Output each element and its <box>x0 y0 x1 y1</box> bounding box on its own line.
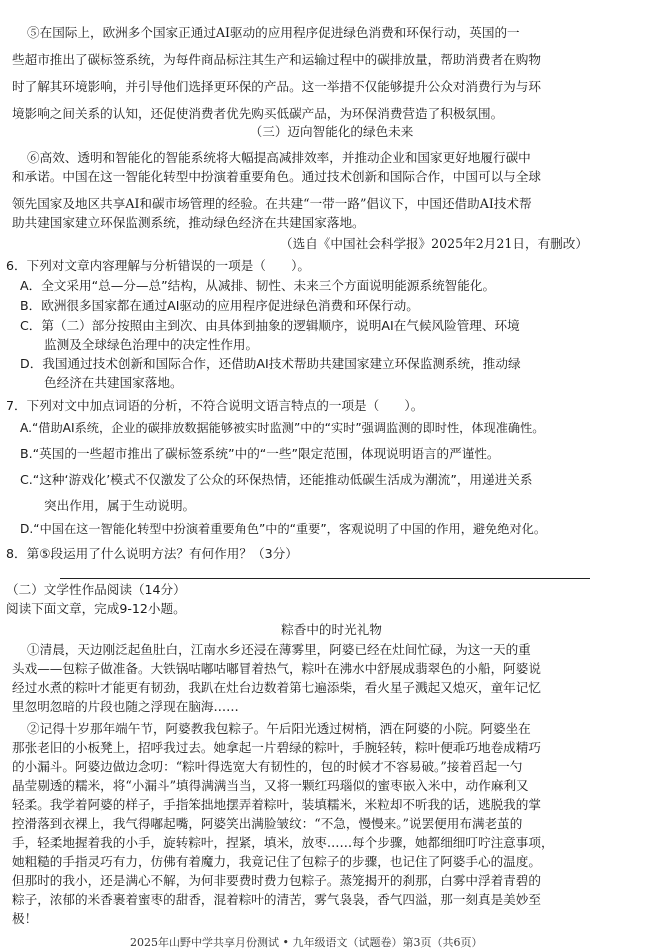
text-line: 头戏——包粽子做准备。大铁锅咕嘟咕嘟冒着热气，粽叶在沸水中舒展成翡翠色的小船，阿婆说 <box>12 661 541 676</box>
option-b: B．欧洲很多国家都在通过AI驱动的应用程序促进绿色消费和环保行动。 <box>20 298 419 313</box>
text-line: 些超市推出了碳标签系统，为每件商品标注其生产和运输过程中的碳排放量，帮助消费者在购物 <box>12 52 541 67</box>
text-line: 里忽明忽暗的片段也随之浮现在脑海…… <box>12 699 239 714</box>
text-line: 和承诺。中国在这一智能化转型中扮演着重要角色。通过技术创新和国际合作，中国可以与全球 <box>12 169 541 184</box>
option-c-cont: 突出作用，属于生动说明。 <box>44 498 196 513</box>
text-line: 经过水煮的粽叶才能更有韧劲，我趴在灶台边数着第七遍添柴，看火星子溅起又熄灭，童年记忆 <box>12 680 541 695</box>
option-d: D.“中国在这一智能化转型中扮演着重要角色”中的“重要”，客观说明了中国的作用，避免绝对化。 <box>20 522 547 536</box>
text-line: ⑤在国际上，欧洲多个国家正通过AI驱动的应用程序促进绿色消费和环保行动，英国的一 <box>27 25 520 40</box>
text-line: 但那时的我小，还是满心不解，为何非要费时费力包粽子。蒸笼揭开的刹那，白雾中浮着青碧的 <box>12 873 541 888</box>
text-line: ⑥高效、透明和智能化的智能系统将大幅提高减排效率，并推动企业和国家更好地履行碳中 <box>27 150 531 165</box>
source-citation: （选自《中国社会科学报》2025年2月21日，有删改） <box>280 236 588 251</box>
text-line: 手，轻柔地握着我的小手，旋转粽叶，捏紧，填米，放枣……每个步骤，她都细细叮咛注意事项， <box>12 835 554 850</box>
page-footer: 2025年山野中学共享月份测试 • 九年级语文（试题卷）第3页（共6页） <box>130 936 483 949</box>
text-line: 晶莹剔透的糯米，将“小漏斗”填得满满当当，又将一颗红玛瑙似的蜜枣嵌入米中，动作麻利又 <box>12 778 529 793</box>
option-d-cont: 色经济在共建国家落地。 <box>44 375 183 390</box>
text-line: ②记得十岁那年端午节，阿婆教我包粽子。午后阳光透过树梢，洒在阿婆的小院。阿婆坐在 <box>27 721 531 736</box>
text-line: 轻柔。我学着阿婆的样子，手指笨拙地摆弄着粽叶，装填糯米，米粒却不听我的话，逃脱我的掌 <box>12 797 541 812</box>
text-line: 极！ <box>12 911 38 926</box>
option-a: A．全文采用“总—分—总”结构，从减排、韧性、未来三个方面说明能源系统智能化。 <box>20 278 496 293</box>
option-c-cont: 监测及全球绿色治理中的决定性作用。 <box>44 337 259 352</box>
question-8: 8．第⑤段运用了什么说明方法？有何作用？（3分） <box>6 546 298 561</box>
option-c: C．第（二）部分按照由主到次、由具体到抽象的逻辑顺序，说明AI在气候风险管理、环境 <box>20 318 520 333</box>
text-line: 境影响之间关系的认知，还促使消费者优先购买低碳产品，为环保消费营造了积极氛围。 <box>12 106 504 121</box>
text-line: 她粗糙的手指灵巧有力，仿佛有着魔力，我竟记住了包粽子的步骤，也记住了阿婆手心的温度。 <box>12 854 541 869</box>
text-line: 粽子，浓郁的米香裹着蜜枣的甜香，混着粽叶的清苦，雾气袅袅，香气四溢，那一刻真是美妙至 <box>12 892 541 907</box>
section-2-instruction: 阅读下面文章，完成9-12小题。 <box>6 601 186 616</box>
text-line: 领先国家及地区共享AI和碳市场管理的经验。在共建“一带一路”倡议下，中国还借助AI技术帮 <box>12 196 532 211</box>
divider <box>60 578 590 579</box>
text-line: 时了解其环境影响，并引导他们选择更环保的产品。这一举措不仅能够提升公众对消费行为与环 <box>12 79 541 94</box>
text-line: 的小漏斗。阿婆边做边念叨：“粽叶得选宽大有韧性的，包的时候才不容易破。”接着舀起一勺 <box>12 759 523 774</box>
question-stem: 7．下列对文中加点词语的分析，不符合说明文语言特点的一项是（ ）。 <box>6 398 424 413</box>
article-title: 粽香中的时光礼物 <box>281 622 382 637</box>
text-line: 那张老旧的小板凳上，招呼我过去。她拿起一片碧绿的粽叶，手腕轻转，粽叶便乖巧地卷成精巧 <box>12 740 541 755</box>
text-line: ①清晨，天边刚泛起鱼肚白，江南水乡还浸在薄雾里，阿婆已经在灶间忙碌，为这一天的重 <box>27 642 531 657</box>
option-b: B.“英国的一些超市推出了碳标签系统”中的“一些”限定范围，体现说明语言的严谨性。 <box>20 446 500 461</box>
section-2-heading: （二）文学性作品阅读（14分） <box>6 582 186 597</box>
option-a: A.“借助AI系统，企业的碳排放数据能够被实时监测”中的“实时”强调监测的即时性，体现准确性。 <box>20 421 545 435</box>
option-c: C.“这种‘游戏化’模式不仅激发了公众的环保热情，还能推动低碳生活成为潮流”，用递进关系 <box>20 472 533 487</box>
section-3-title: （三）迈向智能化的绿色未来 <box>249 124 414 139</box>
text-line: 控滑落到衣裸上，我气得嘟起嘴，阿婆笑出满脸皱纹：“不急，慢慢来。”说罢便用布满老茧的 <box>12 816 523 831</box>
question-stem: 6．下列对文章内容理解与分析错误的一项是（ ）。 <box>6 258 310 273</box>
text-line: 助共建国家建立环保监测系统，推动绿色经济在共建国家落地。 <box>12 215 365 230</box>
option-d: D．我国通过技术创新和国际合作，还借助AI技术帮助共建国家建立环保监测系统，推动绿 <box>20 356 521 371</box>
